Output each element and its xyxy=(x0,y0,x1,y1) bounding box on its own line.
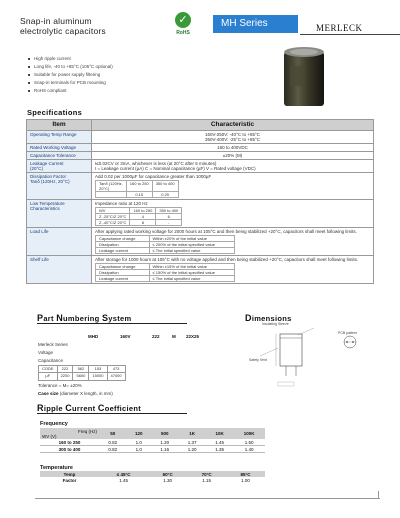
freq-header: 10K xyxy=(206,428,233,439)
spec-value-line: 350V-400V: -25°C to +85°C xyxy=(204,137,261,142)
spec-label-line: Characteristics xyxy=(30,206,60,211)
freq-header: 120 xyxy=(126,428,151,439)
ripple-frequency-table xyxy=(40,428,265,453)
brand-underline xyxy=(300,34,400,35)
title-rest: imensions xyxy=(251,314,292,323)
df-header: 160 to 250 xyxy=(126,181,152,192)
title-rest: umbering xyxy=(63,314,102,323)
ripple-temperature-table xyxy=(40,471,265,483)
df-cell xyxy=(96,192,127,198)
lowtemp-header: 160 to 250 xyxy=(130,208,156,214)
spec-value xyxy=(92,256,374,284)
column-header-item: Item xyxy=(27,120,92,131)
title-rest: oefficient xyxy=(104,404,142,413)
table-row xyxy=(27,256,374,284)
coef-cell: 1.0 xyxy=(126,446,151,453)
feature-text: High ripple current xyxy=(34,56,71,61)
df-cell: 0.20 xyxy=(152,192,178,198)
part-numbering-title xyxy=(37,313,131,323)
frequency-label: Frequency xyxy=(40,421,68,427)
coef-cell: 0.82 xyxy=(99,439,126,446)
cap-value-cell: 15000 xyxy=(89,373,107,381)
lowtemp-header: 350 to 400 xyxy=(156,208,182,214)
lowtemp-cell: - xyxy=(156,220,182,226)
spec-label: Capacitance Tolerance xyxy=(27,152,92,160)
coef-cell: 1.16 xyxy=(151,446,178,453)
table-header-row xyxy=(40,428,265,439)
limit-value: ≤ The initial specified value xyxy=(149,248,235,254)
title-line-1: Snap-in aluminum xyxy=(20,16,92,26)
cap-code-cell: 473 xyxy=(107,365,125,373)
factor-cell: 1.45 xyxy=(119,477,128,483)
spec-label xyxy=(27,200,92,228)
limit-label: Dissipation xyxy=(96,270,150,276)
df-subtable xyxy=(95,180,179,198)
spec-value xyxy=(92,131,374,144)
corner-bottom-label: WV (V) xyxy=(42,433,57,439)
table-row xyxy=(27,131,374,144)
feature-list xyxy=(28,55,113,95)
limit-value: ≤ 200% of the initial specified value xyxy=(149,242,235,248)
spec-value-line: 160V-250V: -40°C to +85°C xyxy=(204,132,261,137)
bullet-icon xyxy=(28,66,30,68)
wv-cell: 160 to 250 xyxy=(40,439,99,446)
corner-cell xyxy=(40,428,99,439)
cap-code-cell: 562 xyxy=(73,365,89,373)
title-initial: C xyxy=(65,403,73,413)
brand-logo: MERLECK xyxy=(316,23,363,33)
shelflife-subtable xyxy=(95,263,235,282)
coef-cell: 1.37 xyxy=(178,439,205,446)
feature-item xyxy=(28,71,113,79)
vent-label: Safety Vent xyxy=(249,358,267,362)
temperature-label: Temperature xyxy=(40,465,73,471)
limit-label: Dissipation xyxy=(96,242,150,248)
cap-code-cell: CODE xyxy=(39,365,58,373)
coef-cell: 1.0 xyxy=(126,439,151,446)
factor-cell: 1.30 xyxy=(163,477,173,483)
corner-top-label: Freq (Hz) xyxy=(78,428,97,434)
lowtemp-header: WV xyxy=(96,208,130,214)
lowtemp-subtable xyxy=(95,207,182,226)
spec-label: Operating Temp Range xyxy=(27,131,92,144)
cap-code-cell: 153 xyxy=(89,365,107,373)
spec-value xyxy=(92,173,374,200)
cap-value-cell: 47000 xyxy=(107,373,125,381)
cap-value-cell: µF xyxy=(39,373,58,381)
column-header-characteristic: Characteristic xyxy=(92,120,374,131)
specifications-title xyxy=(27,108,82,117)
pcb-label: PCB pattern xyxy=(338,331,358,335)
rohs-label: RoHS xyxy=(176,30,190,36)
freq-header: 500 xyxy=(151,428,178,439)
spec-label-line: Tanδ (120Hz, 20°C) xyxy=(30,179,70,184)
series-desc: Merleck Series xyxy=(38,342,68,347)
title-initial: N xyxy=(56,313,63,323)
cap-value-cell: 2200 xyxy=(57,373,73,381)
tolerance-desc: Tolerance = M= ±20% xyxy=(38,382,82,388)
feature-item xyxy=(28,87,113,95)
spec-note: Add 0.02 per 1000µF for capacitance greater than 1000µF xyxy=(95,174,212,179)
table-header-row xyxy=(27,120,374,131)
df-header-text: 20°C) xyxy=(99,186,110,191)
table-row xyxy=(27,173,374,200)
voltage-desc: Voltage xyxy=(38,349,54,355)
spec-label: Rated Working Voltage xyxy=(27,144,92,152)
temp-header: 60°C xyxy=(148,471,187,477)
df-header: 350 to 400 xyxy=(152,181,178,192)
freq-header: 100K xyxy=(233,428,265,439)
title-rest: art xyxy=(43,314,57,323)
capacitor-photo xyxy=(282,46,326,108)
limit-label: Leakage current xyxy=(96,248,150,254)
checkmark-icon: ✓ xyxy=(175,12,191,28)
ripple-title xyxy=(37,403,141,413)
specifications-title-text: Specifications xyxy=(27,108,83,117)
spec-note: After storage for 1000 hours at 105°C with no voltage applied and then being stabilized +20°C, capacitors shall meet following limits. xyxy=(95,257,359,262)
spec-label xyxy=(27,173,92,200)
table-row xyxy=(27,228,374,256)
temp-header: 85°C xyxy=(226,471,265,477)
case-size-label: Case size xyxy=(38,391,59,396)
spec-note: Impedance ratio at 120 Hz xyxy=(95,201,148,206)
limit-value: ≤ The initial specified value xyxy=(149,276,235,282)
spec-label-line: Dissipation Factor xyxy=(30,174,67,179)
title-initial: S xyxy=(101,313,109,323)
coef-cell: 1.35 xyxy=(206,446,233,453)
coef-cell: 1.50 xyxy=(233,439,265,446)
spec-value-line: I = Leakage current (µA) C = Nominal capacitance (µF) V = Rated voltage (VDC) xyxy=(95,166,256,171)
capacitance-code-table xyxy=(38,365,126,381)
df-header-text: Tanδ (120Hz, xyxy=(99,181,123,186)
title-rest: urrent xyxy=(72,404,98,413)
lowtemp-cell: Z -40°C/Z 20°C xyxy=(96,220,130,226)
spec-value: 160 to 400VDC xyxy=(92,144,374,152)
series-label: MH Series xyxy=(213,15,298,33)
spec-value xyxy=(92,228,374,256)
title-rest: ipple xyxy=(43,404,66,413)
code-capacitance: 222 xyxy=(152,334,160,339)
spec-value: ±20% (M) xyxy=(92,152,374,160)
case-size-desc xyxy=(38,391,126,398)
df-cell: 0.15 xyxy=(126,192,152,198)
feature-item xyxy=(28,79,113,87)
code-series: MHD xyxy=(88,334,99,339)
part-code-row xyxy=(38,334,200,342)
table-row xyxy=(27,200,374,228)
sleeve-label: Insulating Sleeve xyxy=(262,322,289,326)
factor-cell: 1.00 xyxy=(241,477,250,483)
feature-text: Long life, -40 to +85°C (105°C optional) xyxy=(34,64,113,69)
part-number-breakdown xyxy=(38,334,200,398)
title-initial: C xyxy=(97,403,105,413)
spec-value-line: I≤0.02CV or 3mA, whichever is less (at 20°C after 5 minutes) xyxy=(95,161,217,166)
cap-value-cell: 5600 xyxy=(73,373,89,381)
limit-label: Leakage current xyxy=(96,276,150,282)
specifications-table xyxy=(26,119,374,284)
table-row xyxy=(27,152,374,160)
limit-value: ≤ 150% of the initial specified value xyxy=(149,270,235,276)
factor-cell: 1.15 xyxy=(202,477,211,483)
loadlife-subtable xyxy=(95,235,235,254)
title-line-2: electrolytic capacitors xyxy=(20,26,106,36)
limit-label: Capacitance change xyxy=(96,264,150,270)
divider xyxy=(37,323,187,324)
spec-label: Shelf Life xyxy=(27,256,92,284)
title-initial: R xyxy=(37,403,44,413)
title-initial: P xyxy=(37,313,44,323)
table-row xyxy=(27,160,374,173)
limit-value: Within ±20% of the initial value xyxy=(149,236,235,242)
coef-cell: 0.82 xyxy=(99,446,126,453)
coef-cell: 1.20 xyxy=(178,446,205,453)
lowtemp-cell: 4 xyxy=(130,214,156,220)
coef-cell: 1.20 xyxy=(151,439,178,446)
spec-note: After applying rated working voltage for 2000 hours at 105°C and then being stabilized +20°C, capacitors shall meet following limits. xyxy=(95,229,357,234)
wv-cell: 300 to 400 xyxy=(40,446,99,453)
temp-header: 70°C xyxy=(187,471,226,477)
feature-text: Snap-in terminals for PCB mounting xyxy=(34,80,106,85)
feature-item xyxy=(28,55,113,63)
coef-cell: 1.40 xyxy=(233,446,265,453)
code-voltage: 160V xyxy=(120,334,131,339)
feature-text: Suitable for power supply filtering xyxy=(34,72,101,77)
spec-label: Load Life xyxy=(27,228,92,256)
bullet-icon xyxy=(28,58,30,60)
coef-cell: 1.45 xyxy=(206,439,233,446)
cap-code-cell: 222 xyxy=(57,365,73,373)
divider xyxy=(37,413,187,414)
spec-label-line: (20°C) xyxy=(30,166,44,171)
capacitance-desc: Capacitance xyxy=(38,358,64,363)
spec-value xyxy=(92,200,374,228)
lowtemp-cell: Z -25°C/Z 20°C xyxy=(96,214,130,220)
freq-header: 1K xyxy=(178,428,205,439)
case-size-text: (diameter X length, in mm) xyxy=(59,391,113,396)
freq-header: 50 xyxy=(99,428,126,439)
table-row xyxy=(40,446,265,453)
feature-item xyxy=(28,63,113,71)
title-initial: D xyxy=(245,313,252,323)
spec-value xyxy=(92,160,374,173)
bullet-icon xyxy=(28,90,30,92)
limit-label: Capacitance change xyxy=(96,236,150,242)
footer-divider xyxy=(35,498,380,499)
lowtemp-cell: 6 xyxy=(156,214,182,220)
footer-tick xyxy=(378,491,379,499)
title-rest: ystem xyxy=(108,314,132,323)
temp-header: Temp xyxy=(40,471,99,477)
rohs-badge xyxy=(172,12,194,42)
df-header xyxy=(96,181,127,192)
lowtemp-cell: 8 xyxy=(130,220,156,226)
spec-label xyxy=(27,160,92,173)
spec-label-line: Low Temperature xyxy=(30,201,65,206)
code-case-size: 22X25 xyxy=(186,334,200,339)
table-row xyxy=(27,144,374,152)
limit-value: Within ±15% of the initial value xyxy=(149,264,235,270)
spec-label-line: Leakage Current xyxy=(30,161,64,166)
dimension-drawing xyxy=(248,322,378,392)
table-row xyxy=(40,477,265,483)
bullet-icon xyxy=(28,74,30,76)
bullet-icon xyxy=(28,82,30,84)
factor-label: Factor xyxy=(62,477,77,483)
code-tolerance: M xyxy=(172,334,176,339)
feature-text: RoHS compliant xyxy=(34,88,67,93)
temp-header: ≤ 45°C xyxy=(99,471,148,477)
